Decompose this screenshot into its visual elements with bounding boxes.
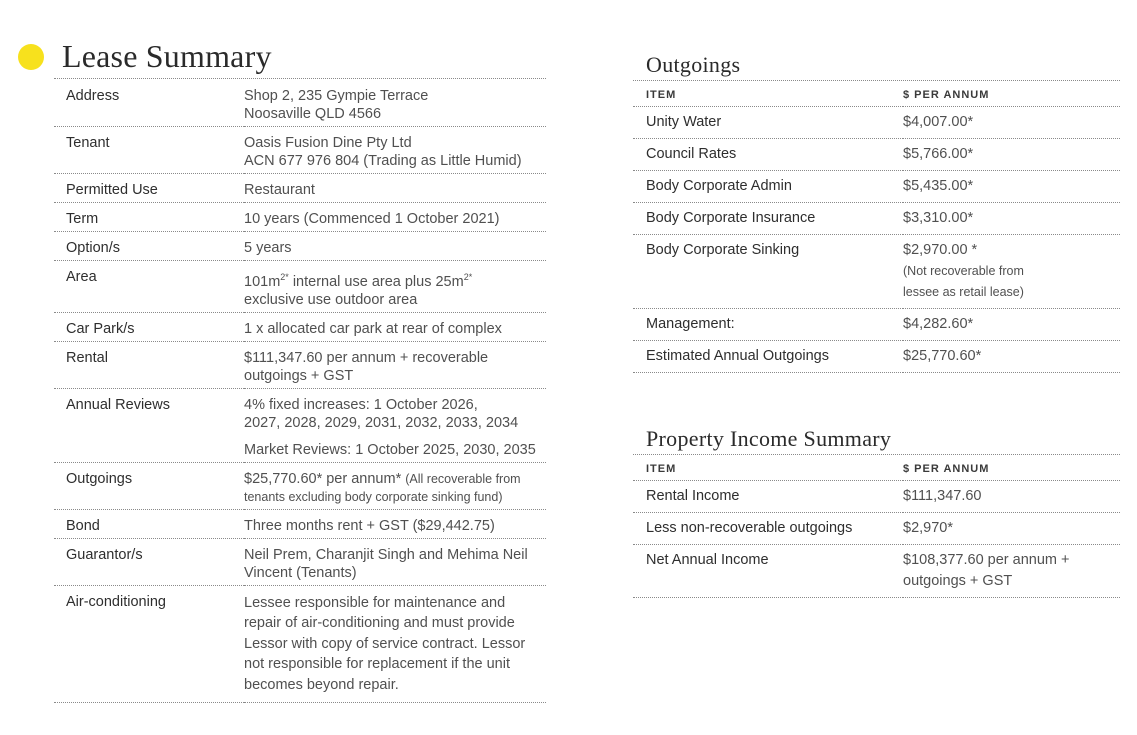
lease-value: Restaurant (244, 174, 546, 203)
lease-row-bond (54, 509, 546, 538)
income-total-row (633, 545, 1120, 598)
outgoings-header-row (633, 82, 1120, 107)
outgoing-item: Body Corporate Sinking (633, 235, 903, 309)
income-row (633, 513, 1120, 545)
lease-label: Air-conditioning (54, 585, 244, 703)
outgoing-item: Body Corporate Insurance (633, 203, 903, 235)
outgoing-amount: $4,007.00* (903, 107, 1120, 139)
lease-row-permitted-use (54, 174, 546, 203)
income-amount: $111,347.60 (903, 481, 1120, 513)
lease-value: 4% fixed increases: 1 October 2026, 2027, 2028, 2029, 2031, 2032, 2033, 2034 Market Reviews: 1 October 2025, 2030, 2035 (244, 388, 546, 462)
lease-label: Car Park/s (54, 312, 244, 341)
title-divider (54, 78, 546, 79)
outgoings-row (633, 235, 1120, 309)
lease-value: Three months rent + GST ($29,442.75) (244, 509, 546, 538)
outgoings-total-row (633, 341, 1120, 373)
income-header-row (633, 456, 1120, 481)
outgoing-amount: $5,766.00* (903, 139, 1120, 171)
lease-label: Outgoings (54, 462, 244, 509)
lease-row-car-park (54, 312, 546, 341)
lease-row-address (54, 80, 546, 127)
lease-label: Permitted Use (54, 174, 244, 203)
income-item: Net Annual Income (633, 545, 903, 598)
lease-label: Bond (54, 509, 244, 538)
lease-label: Address (54, 80, 244, 127)
outgoings-title-divider (633, 80, 1120, 81)
lease-value: $101m^{2*}$ internal use area plus $25m^{2*}$ exclusive use outdoor area (244, 261, 546, 313)
lease-value: Shop 2, 235 Gympie Terrace Noosaville QLD 4566 (244, 80, 546, 127)
lease-label: Tenant (54, 127, 244, 174)
income-summary-title: Property Income Summary (646, 426, 892, 451)
lease-value: 5 years (244, 232, 546, 261)
outgoing-amount: $4,282.60* (903, 309, 1120, 341)
outgoing-item: Management: (633, 309, 903, 341)
income-item: Rental Income (633, 481, 903, 513)
lease-label: Rental (54, 341, 244, 388)
lease-value: 1 x allocated car park at rear of complex (244, 312, 546, 341)
outgoings-table (633, 82, 1120, 373)
outgoing-amount: $2,970.00 * (Not recoverable from lessee as retail lease) (903, 235, 1120, 309)
lease-row-tenant (54, 127, 546, 174)
lease-row-area (54, 261, 546, 313)
outgoings-title: Outgoings (646, 52, 741, 77)
income-item: Less non-recoverable outgoings (633, 513, 903, 545)
outgoings-row (633, 107, 1120, 139)
lease-row-guarantors (54, 538, 546, 585)
lease-summary-title: Lease Summary (62, 38, 272, 74)
lease-value: $25,770.60* per annum* (All recoverable from tenants excluding body corporate sinking fund) (244, 462, 546, 509)
lease-row-outgoings (54, 462, 546, 509)
outgoing-item: Unity Water (633, 107, 903, 139)
lease-row-annual-reviews (54, 388, 546, 462)
outgoings-row (633, 309, 1120, 341)
lease-summary-table (54, 80, 546, 703)
lease-label: Term (54, 203, 244, 232)
outgoing-amount: $3,310.00* (903, 203, 1120, 235)
lease-row-rental (54, 341, 546, 388)
lease-row-options (54, 232, 546, 261)
col-header-amount: $ PER ANNUM (903, 82, 1120, 107)
lease-label: Guarantor/s (54, 538, 244, 585)
outgoing-item: Estimated Annual Outgoings (633, 341, 903, 373)
outgoing-amount: $5,435.00* (903, 171, 1120, 203)
outgoing-item: Body Corporate Admin (633, 171, 903, 203)
lease-row-term (54, 203, 546, 232)
lease-label: Annual Reviews (54, 388, 244, 462)
lease-value: Oasis Fusion Dine Pty Ltd ACN 677 976 804 (Trading as Little Humid) (244, 127, 546, 174)
outgoing-amount: $25,770.60* (903, 341, 1120, 373)
col-header-amount: $ PER ANNUM (903, 456, 1120, 481)
income-amount: $108,377.60 per annum + outgoings + GST (903, 545, 1120, 598)
col-header-item: ITEM (633, 82, 903, 107)
income-summary-table (633, 456, 1120, 598)
income-title-divider (633, 454, 1120, 455)
lease-value: 10 years (Commenced 1 October 2021) (244, 203, 546, 232)
income-row (633, 481, 1120, 513)
lease-value: $111,347.60 per annum + recoverable outgoings + GST (244, 341, 546, 388)
col-header-item: ITEM (633, 456, 903, 481)
lease-label: Option/s (54, 232, 244, 261)
outgoings-row (633, 171, 1120, 203)
income-amount: $2,970* (903, 513, 1120, 545)
yellow-bullet-icon (18, 44, 44, 70)
lease-label: Area (54, 261, 244, 313)
lease-value: Neil Prem, Charanjit Singh and Mehima Neil Vincent (Tenants) (244, 538, 546, 585)
outgoing-item: Council Rates (633, 139, 903, 171)
lease-row-air-conditioning (54, 585, 546, 703)
lease-value: Lessee responsible for maintenance and repair of air-conditioning and must provide Lessor with copy of service contract. Lessor not responsible for replacement if the unit becomes beyond repair. (244, 585, 546, 703)
outgoings-row (633, 139, 1120, 171)
outgoings-row (633, 203, 1120, 235)
